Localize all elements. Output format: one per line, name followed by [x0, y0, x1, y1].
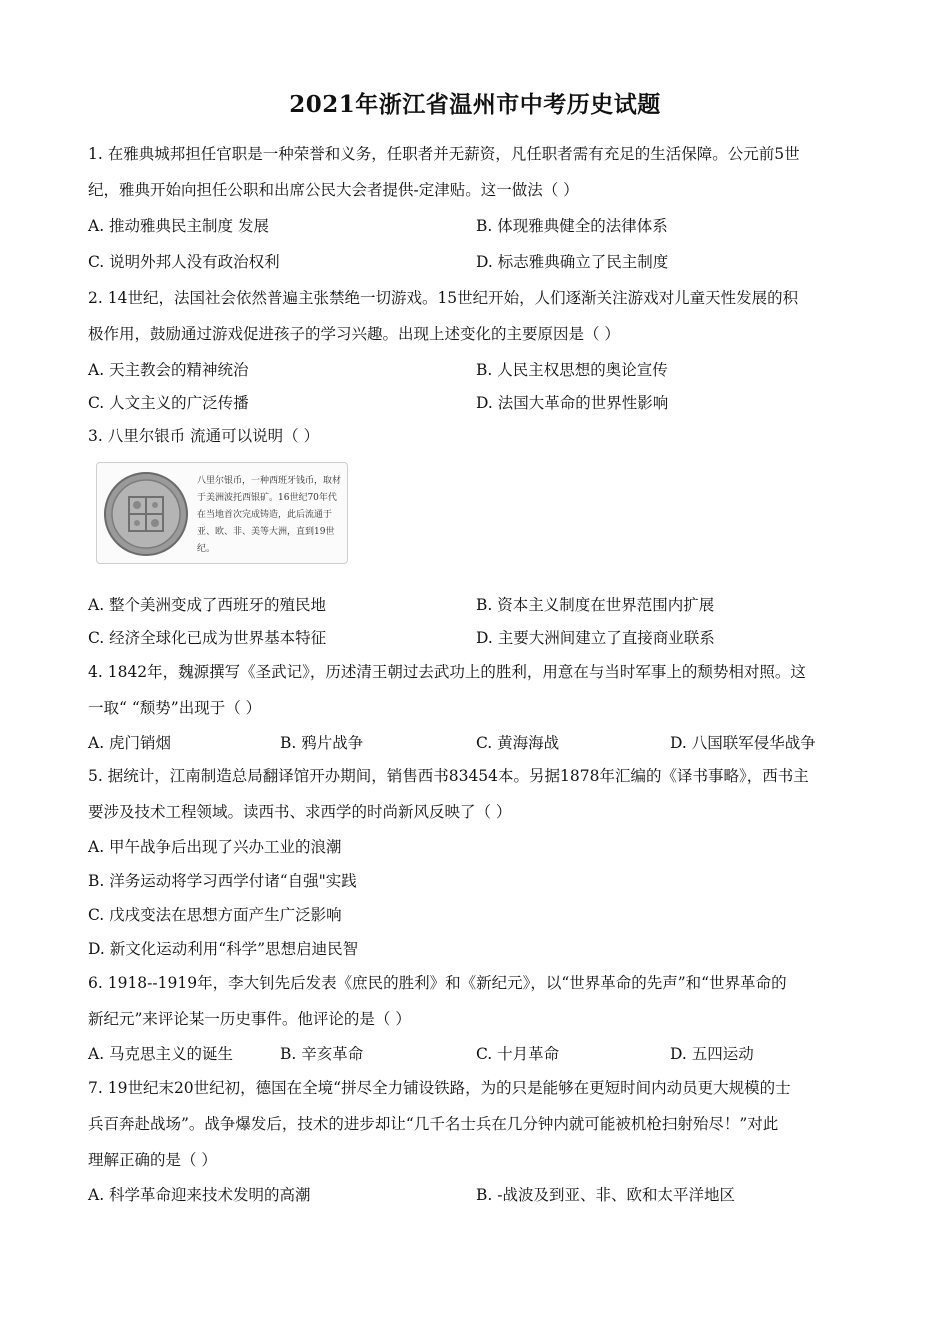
question-5-line-2: 要涉及技术工程领域。读西书、求西学的时尚新风反映了（ ） [88, 803, 512, 821]
question-6-line-1: 6. 1918--1919年，李大钊先后发表《庶民的胜利》和《新纪元》，以“世界革命的先声”和“世界革命的 [88, 974, 787, 992]
question-5-line-1: 5. 据统计，江南制造总局翻译馆开办期间，销售西书83454本。另据1878年汇编的《译书事略》，西书主 [88, 767, 809, 785]
silver-coin-caption: 八里尔银币，一种西班牙钱币，取材于美洲波托西银矿。16世纪70年代在当地首次完成铸造，此后流通于亚、欧、非、美等大洲，直到19世纪。 [197, 476, 342, 554]
question-2-option-c: C. 人文主义的广泛传播 [88, 394, 249, 412]
question-7-option-a: A. 科学革命迎来技术发明的高潮 [88, 1186, 311, 1204]
question-1-option-a: A. 推动雅典民主制度 发展 [88, 217, 269, 235]
question-3-line-1: 3. 八里尔银币 流通可以说明（ ） [88, 427, 320, 445]
question-3-option-c: C. 经济全球化已成为世界基本特征 [88, 629, 327, 647]
question-2-line-1: 2. 14世纪，法国社会依然普遍主张禁绝一切游戏。15世纪开始，人们逐渐关注游戏对儿童天性发展的积 [88, 289, 799, 307]
question-4-option-a: A. 虎门销烟 [88, 734, 172, 752]
question-4-line-2: 一取“ “颓势”出现于（ ） [88, 699, 262, 717]
question-4-option-d: D. 八国联军侵华战争 [670, 734, 816, 752]
silver-coin-image [103, 471, 189, 557]
question-6-option-a: A. 马克思主义的诞生 [88, 1045, 234, 1063]
page-title: 2021年浙江省温州市中考历史试题 [289, 91, 661, 118]
question-4-line-1: 4. 1842年，魏源撰写《圣武记》，历述清王朝过去武功上的胜利，用意在与当时军事上的颓势相对照。这 [88, 663, 806, 681]
question-5-option-d: D. 新文化运动利用“科学”思想启迪民智 [88, 940, 359, 958]
question-6-option-d: D. 五四运动 [670, 1045, 754, 1063]
question-3-option-d: D. 主要大洲间建立了直接商业联系 [476, 629, 715, 647]
question-6-line-2: 新纪元”来评论某一历史事件。他评论的是（ ） [88, 1010, 411, 1028]
question-2-option-d: D. 法国大革命的世界性影响 [476, 394, 669, 412]
question-3-option-a: A. 整个美洲变成了西班牙的殖民地 [88, 596, 327, 614]
silver-coin-figure [96, 462, 348, 564]
question-5-option-b: B. 洋务运动将学习西学付诸“自强"实践 [88, 872, 357, 890]
question-2-line-2: 极作用，鼓励通过游戏促进孩子的学习兴趣。出现上述变化的主要原因是（ ） [88, 325, 620, 343]
question-7-line-1: 7. 19世纪末20世纪初，德国在全境“拼尽全力铺设铁路，为的只是能够在更短时间内动员更大规模的士 [88, 1079, 791, 1097]
question-5-option-c: C. 戊戌变法在思想方面产生广泛影响 [88, 906, 342, 924]
question-1-option-b: B. 体现雅典健全的法律体系 [476, 217, 668, 235]
question-4-option-c: C. 黄海海战 [476, 734, 560, 752]
question-1-line-2: 纪，雅典开始向担任公职和出席公民大会者提供-定津贴。这一做法（ ） [88, 181, 579, 199]
question-1-option-c: C. 说明外邦人没有政治权利 [88, 253, 280, 271]
question-2-option-a: A. 天主教会的精神统治 [88, 361, 249, 379]
question-6-option-c: C. 十月革命 [476, 1045, 560, 1063]
question-5-option-a: A. 甲午战争后出现了兴办工业的浪潮 [88, 838, 342, 856]
question-3-option-b: B. 资本主义制度在世界范围内扩展 [476, 596, 715, 614]
question-7-option-b: B. -战波及到亚、非、欧和太平洋地区 [476, 1186, 735, 1204]
question-7-line-3: 理解正确的是（ ） [88, 1151, 217, 1169]
question-7-line-2: 兵百奔赴战场”。战争爆发后，技术的进步却让“几千名士兵在几分钟内就可能被机枪扫射殆尽！”对此 [88, 1115, 779, 1133]
question-2-option-b: B. 人民主权思想的奥论宣传 [476, 361, 668, 379]
question-1-option-d: D. 标志雅典确立了民主制度 [476, 253, 669, 271]
question-1-line-1: 1. 在雅典城邦担任官职是一种荣誉和义务，任职者并无薪资，凡任职者需有充足的生活保障。公元前5世 [88, 145, 800, 163]
question-4-option-b: B. 鸦片战争 [280, 734, 364, 752]
question-6-option-b: B. 辛亥革命 [280, 1045, 364, 1063]
